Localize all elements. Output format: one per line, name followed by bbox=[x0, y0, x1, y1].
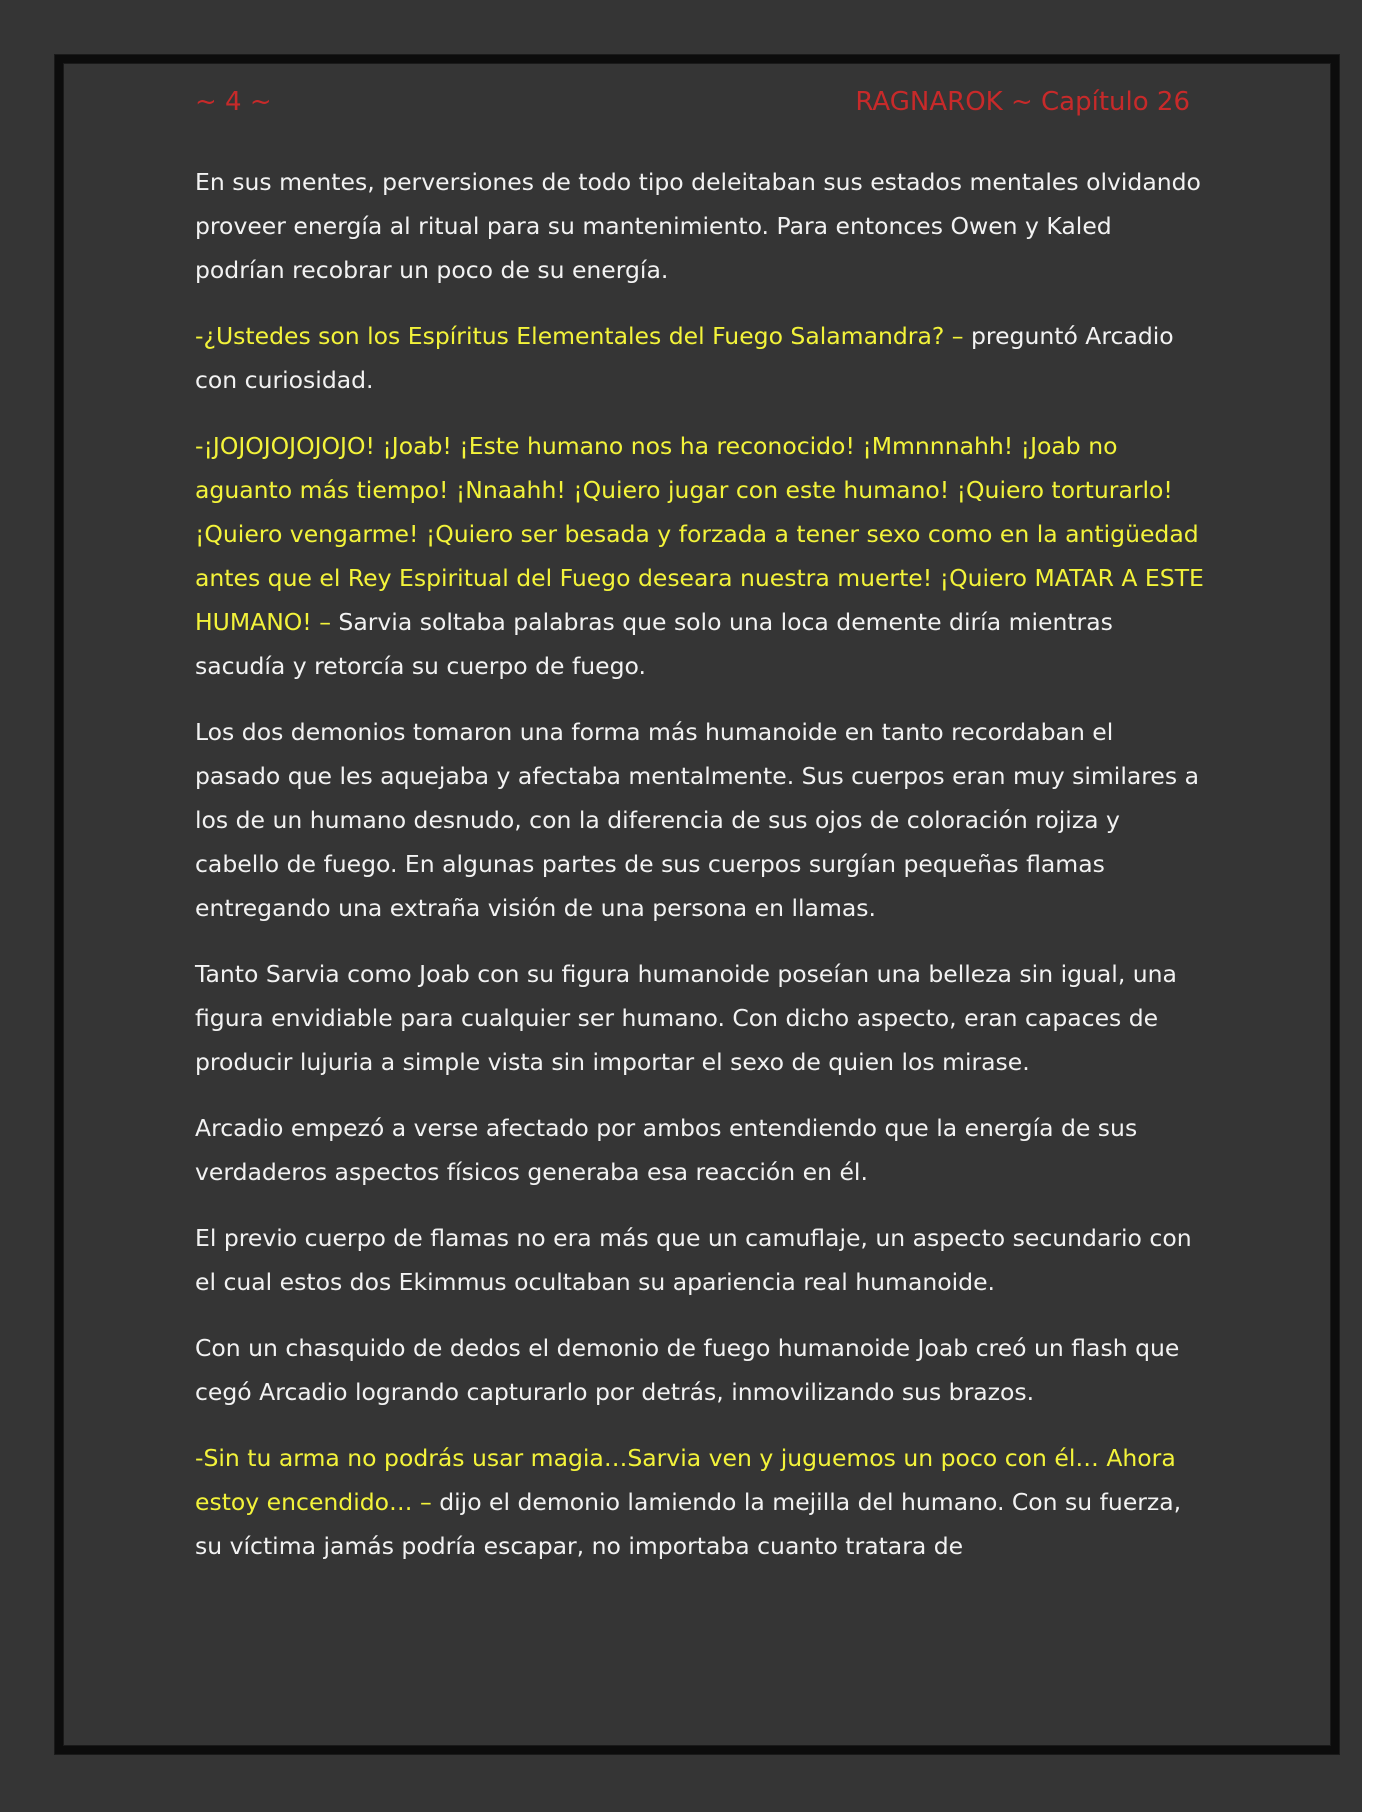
chapter-title: RAGNAROK ~ Capítulo 26 bbox=[855, 87, 1190, 117]
paragraph-5-text: Tanto Sarvia como Joab con su figura humanoide poseían una belleza sin igual, una figura envidiable para cualquier ser humano. Con dicho aspecto, eran capaces de producir lujuria a simple vista sin importar el sexo de quien los mirase. bbox=[195, 960, 1177, 1076]
paragraph-8 bbox=[195, 1326, 1205, 1414]
paragraph-6 bbox=[195, 1106, 1205, 1194]
paragraph-3 bbox=[195, 424, 1205, 688]
running-header bbox=[195, 84, 1190, 120]
narration-2: preguntó Arcadio con curiosidad. bbox=[195, 322, 1174, 394]
paragraph-7 bbox=[195, 1216, 1205, 1304]
narration-3: Sarvia soltaba palabras que solo una loca demente diría mientras sacudía y retorcía su cuerpo de fuego. bbox=[195, 608, 1113, 680]
paragraph-1-text: En sus mentes, perversiones de todo tipo deleitaban sus estados mentales olvidando proveer energía al ritual para su mantenimiento. Para entonces Owen y Kaled podrían recobrar un poco de su energía. bbox=[195, 168, 1201, 284]
paragraph-9 bbox=[195, 1436, 1205, 1568]
paragraph-8-text: Con un chasquido de dedos el demonio de fuego humanoide Joab creó un flash que cegó Arcadio logrando capturarlo por detrás, inmovilizando sus brazos. bbox=[195, 1334, 1180, 1406]
text-body bbox=[195, 160, 1205, 1590]
paragraph-5 bbox=[195, 952, 1205, 1084]
paragraph-4-text: Los dos demonios tomaron una forma más humanoide en tanto recordaban el pasado que les aquejaba y afectaba mentalmente. Sus cuerpos eran muy similares a los de un humano desnudo, con la diferencia de sus ojos de coloración rojiza y cabello de fuego. En algunas partes de sus cuerpos surgían pequeñas flamas entregando una extraña visión de una persona en llamas. bbox=[195, 718, 1199, 922]
paragraph-4 bbox=[195, 710, 1205, 930]
paragraph-2 bbox=[195, 314, 1205, 402]
paragraph-7-text: El previo cuerpo de flamas no era más que un camuflaje, un aspecto secundario con el cual estos dos Ekimmus ocultaban su apariencia real humanoide. bbox=[195, 1224, 1192, 1296]
paragraph-1 bbox=[195, 160, 1205, 292]
paragraph-6-text: Arcadio empezó a verse afectado por ambos entendiendo que la energía de sus verdaderos aspectos físicos generaba esa reacción en él. bbox=[195, 1114, 1138, 1186]
dialogue-arcadio: -¿Ustedes son los Espíritus Elementales del Fuego Salamandra? – bbox=[195, 322, 964, 350]
page-number: ~ 4 ~ bbox=[195, 87, 272, 117]
dialogue-sarvia: -¡JOJOJOJOJOJO! ¡Joab! ¡Este humano nos ha reconocido! ¡Mmnnnahh! ¡Joab no aguanto más tiempo! ¡Nnaahh! ¡Quiero jugar con este humano! ¡Quiero torturarlo! ¡Quiero vengarme! ¡Quiero ser besada y forzada a tener sexo como en la antigüedad antes que el Rey Espiritual del Fuego deseara nuestra muerte! ¡Quiero MATAR A ESTE HUMANO! – bbox=[195, 432, 1204, 636]
dialogue-joab: -Sin tu arma no podrás usar magia…Sarvia ven y juguemos un poco con él… Ahora estoy encendido… – bbox=[195, 1444, 1176, 1516]
narration-9: dijo el demonio lamiendo la mejilla del humano. Con su fuerza, su víctima jamás podría escapar, no importaba cuanto tratara de bbox=[195, 1488, 1182, 1560]
